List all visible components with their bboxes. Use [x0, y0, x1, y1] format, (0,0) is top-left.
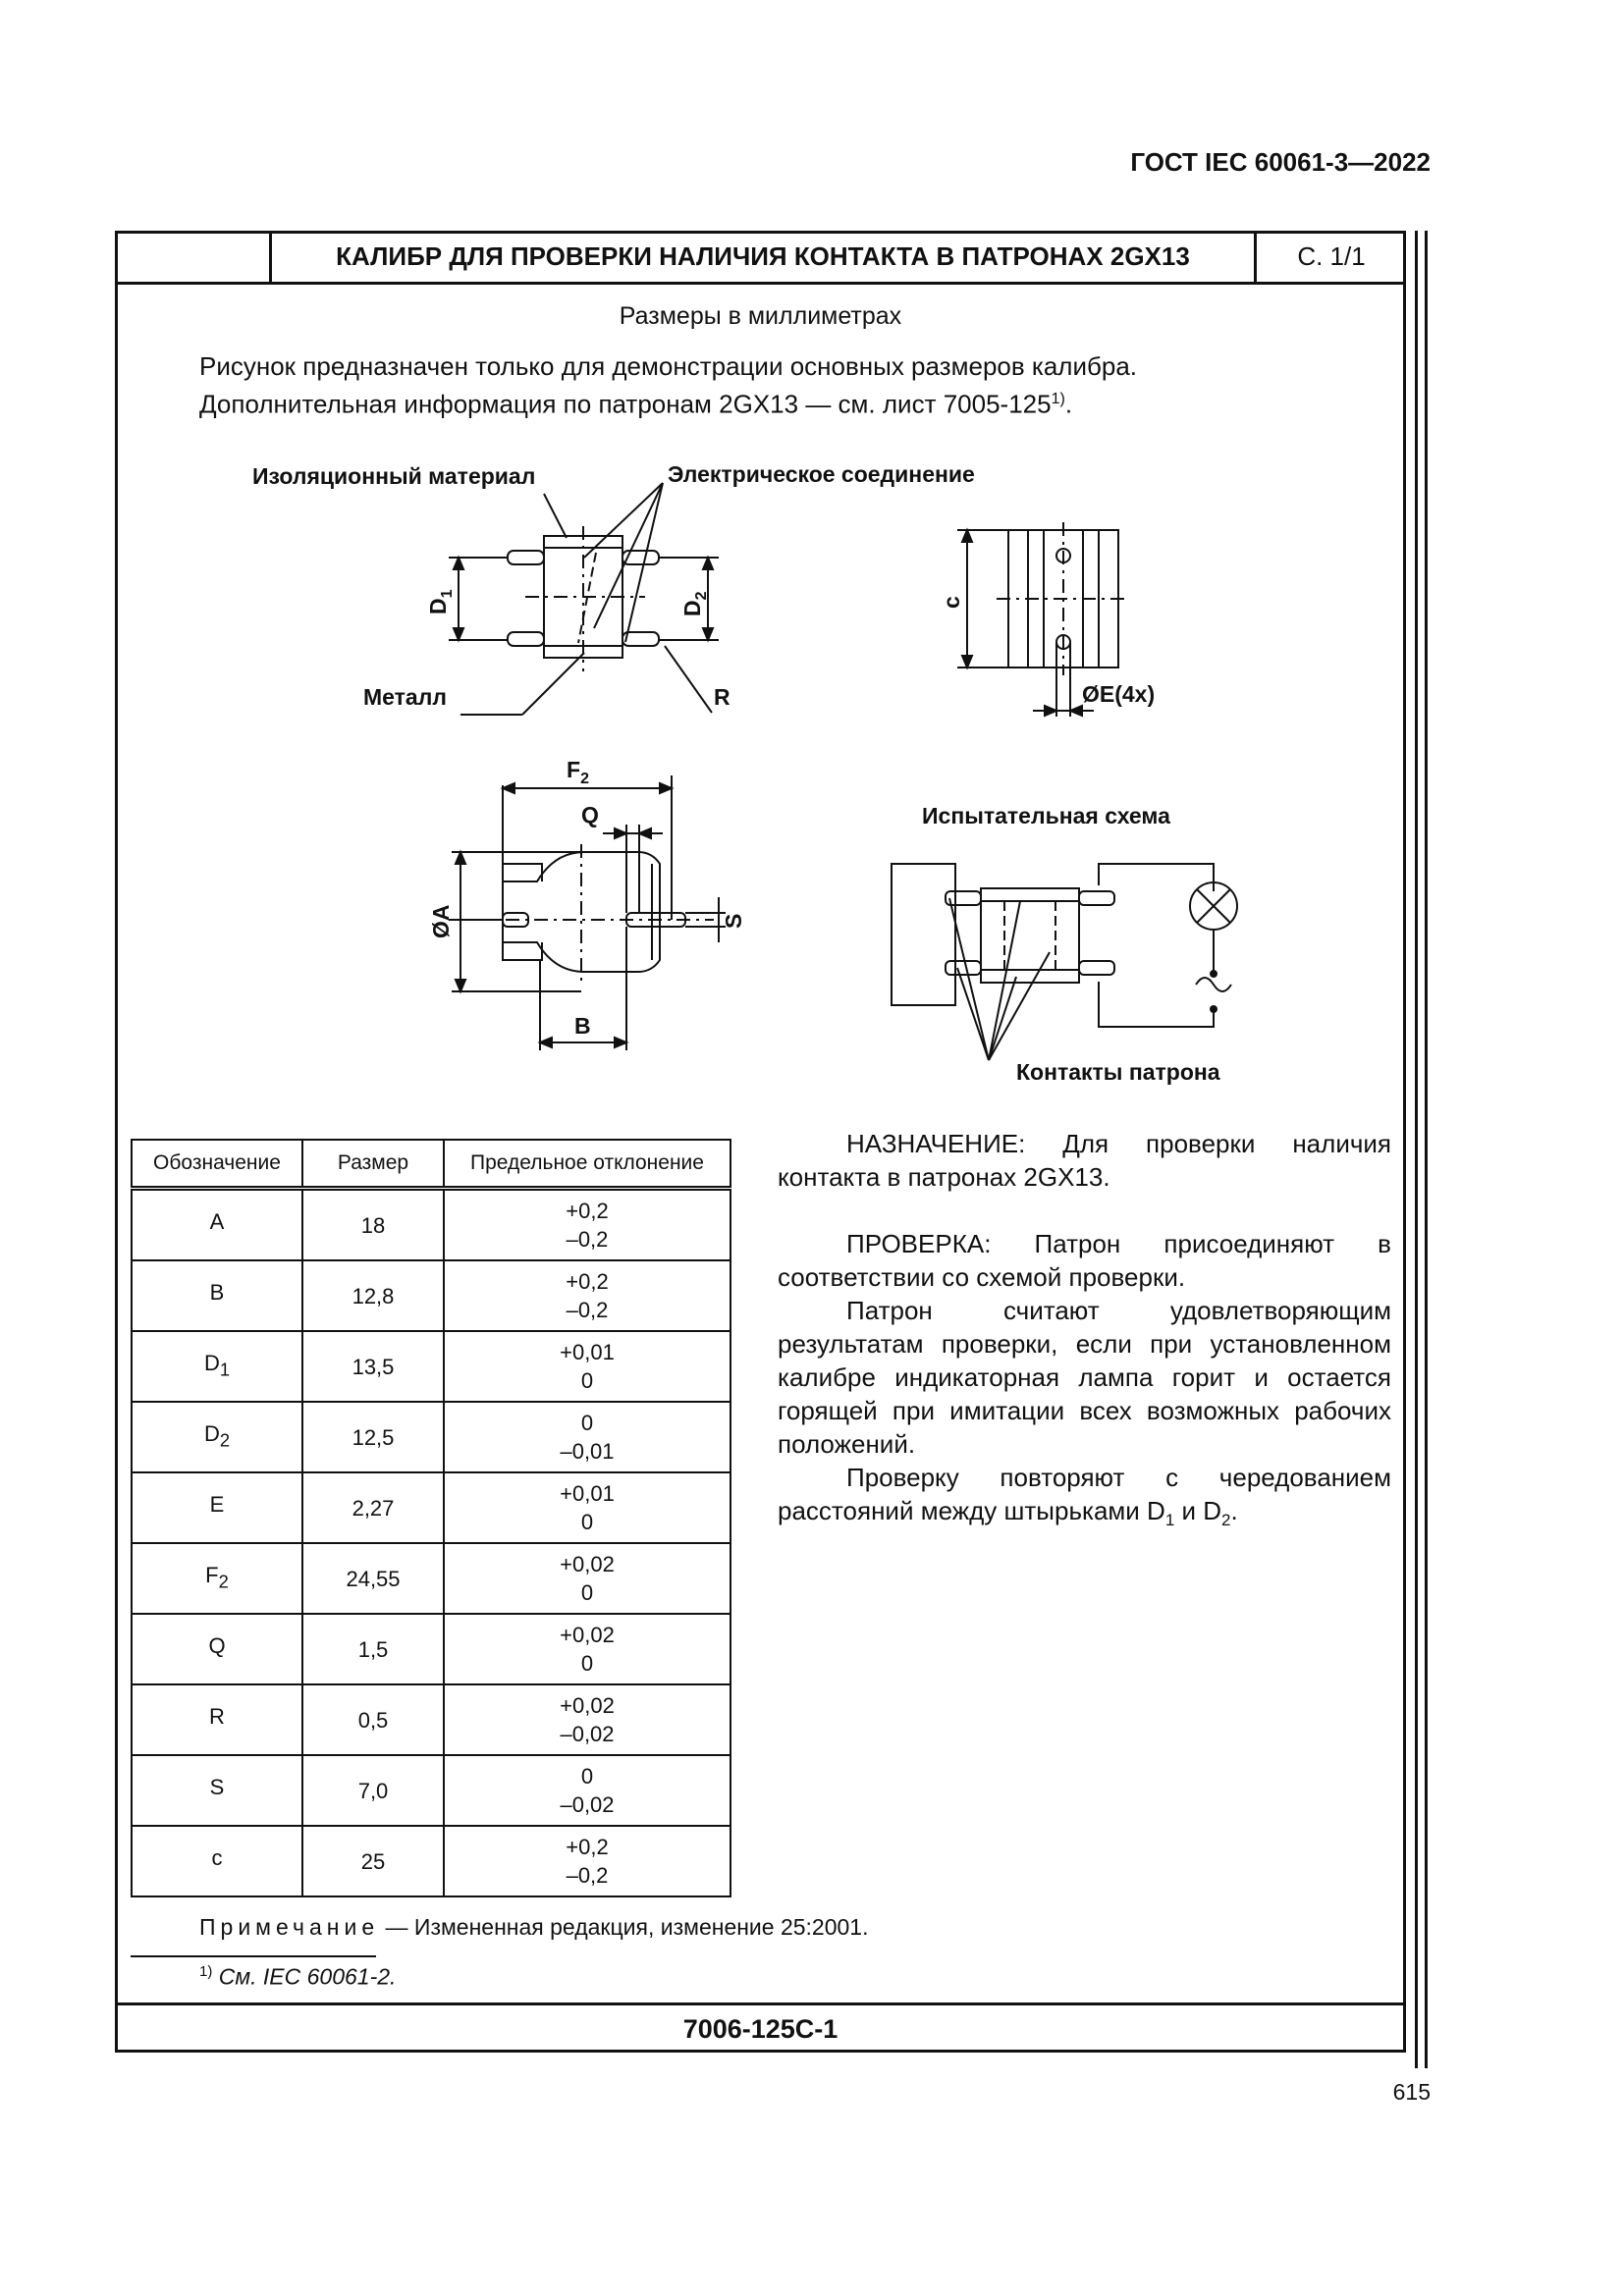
size-cell: 12,5: [302, 1402, 444, 1472]
radius-label: R: [714, 684, 730, 710]
table-row: [132, 1543, 730, 1614]
designation-cell: R: [132, 1684, 302, 1755]
size-cell: 25: [302, 1826, 444, 1896]
size-cell: 0,5: [302, 1684, 444, 1755]
tolerance-cell: +0,01 0: [444, 1331, 730, 1402]
sheet-id: 7006-125С-1: [682, 2014, 839, 2044]
designation-cell: c: [132, 1826, 302, 1896]
table-header-row: [132, 1140, 730, 1189]
tolerance-cell: +0,02 0: [444, 1614, 730, 1684]
size-cell: 18: [302, 1189, 444, 1261]
metal-label: Металл: [363, 684, 447, 710]
table-row: [132, 1614, 730, 1684]
check-paragraph: Патрон считают удовлетворяющим результатам проверки, если при установленном калибре индикаторная лампа горит и остается горящей при имитации всех возможных рабочих положений.: [778, 1296, 1391, 1459]
size-cell: 1,5: [302, 1614, 444, 1684]
d2-label: $D_2$: [679, 591, 710, 616]
table-row: [132, 1826, 730, 1896]
size-cell: 24,55: [302, 1543, 444, 1614]
table-row: [132, 1189, 730, 1261]
tolerance-cell: +0,02 0: [444, 1543, 730, 1614]
size-cell: 7,0: [302, 1755, 444, 1826]
s-label: S: [721, 913, 746, 929]
size-cell: 12,8: [302, 1260, 444, 1331]
dimensions-table: [131, 1139, 731, 1897]
test-scheme-label: Испытательная схема: [922, 803, 1170, 828]
designation-cell: A: [132, 1189, 302, 1261]
intro-line: Дополнительная информация по патронам 2GX13 — см. лист 7005-125$^{1)}$.: [199, 389, 1073, 419]
intro-text: [199, 349, 1137, 421]
designation-cell: $F_2$: [132, 1543, 302, 1614]
header-divider: [115, 282, 1406, 285]
intro-line: Рисунок предназначен только для демонстрации основных размеров калибра.: [199, 351, 1138, 381]
b-label: B: [574, 1013, 591, 1039]
designation-cell: B: [132, 1260, 302, 1331]
units-caption: Размеры в миллиметрах: [619, 302, 902, 330]
table-row: [132, 1402, 730, 1472]
standard-number: ГОСТ IEC 60061-3—2022: [1130, 147, 1431, 177]
column-header: Размер: [302, 1140, 444, 1189]
test-circuit-drawing: [892, 864, 1237, 1060]
table-row: [132, 1260, 730, 1331]
gauge-drawings: [115, 432, 1401, 1099]
holder-contacts-label: Контакты патрона: [1016, 1059, 1220, 1085]
footnote-ref: 1): [1051, 391, 1065, 407]
e4x-label: ØE(4x): [1082, 681, 1156, 707]
table-row: [132, 1331, 730, 1402]
tolerance-cell: +0,2 –0,2: [444, 1826, 730, 1896]
check-paragraph: ПРОВЕРКА: Патрон присоединяют в соответствии со схемой проверки.: [778, 1229, 1391, 1292]
note: Примечание — Измененная редакция, изменение 25:2001.: [199, 1914, 869, 1940]
electrical-connection-label: Электрическое соединение: [668, 461, 975, 487]
side-view-drawing: [449, 483, 719, 715]
column-header: Предельное отклонение: [444, 1140, 730, 1189]
tolerance-cell: 0 –0,01: [444, 1402, 730, 1472]
table-row: [132, 1472, 730, 1543]
footnote: $^{1)}$ См. IEC 60061-2.: [199, 1963, 397, 1990]
designation-cell: S: [132, 1755, 302, 1826]
c-label: c: [939, 596, 964, 609]
table-row: [132, 1755, 730, 1826]
tolerance-cell: 0 –0,02: [444, 1755, 730, 1826]
size-cell: 2,27: [302, 1472, 444, 1543]
diameter-a-label: ØA: [428, 904, 454, 938]
designation-cell: Q: [132, 1614, 302, 1684]
designation-cell: E: [132, 1472, 302, 1543]
frame-edge-line: [1425, 231, 1428, 2068]
designation-cell: $D_2$: [132, 1402, 302, 1472]
tolerance-cell: +0,2 –0,2: [444, 1260, 730, 1331]
sheet-title: КАЛИБР ДЛЯ ПРОВЕРКИ НАЛИЧИЯ КОНТАКТА В ПАТРОНАХ 2GX13: [336, 241, 1190, 271]
size-cell: 13,5: [302, 1331, 444, 1402]
column-header: Обозначение: [132, 1140, 302, 1189]
page-number: 615: [1392, 2079, 1431, 2105]
check-paragraph: Проверку повторяют с чередованием расстояний между штырьками $D_1$ и $D_2$.: [778, 1463, 1391, 1530]
frame-edge-line: [1415, 231, 1418, 2068]
q-label: Q: [581, 802, 599, 828]
tolerance-cell: +0,02 –0,02: [444, 1684, 730, 1755]
insulation-label: Изоляционный материал: [252, 463, 536, 489]
designation-cell: $D_1$: [132, 1331, 302, 1402]
table-row: [132, 1684, 730, 1755]
sheet-page: С. 1/1: [1297, 241, 1366, 271]
purpose-text: [778, 1127, 1391, 1537]
tolerance-cell: +0,01 0: [444, 1472, 730, 1543]
tolerance-cell: +0,2 –0,2: [444, 1189, 730, 1261]
footnote-divider: [131, 1955, 376, 1957]
f2-label: $F_2$: [567, 757, 589, 787]
purpose-paragraph: НАЗНАЧЕНИЕ: Для проверки наличия контакта в патронах 2GX13.: [778, 1129, 1391, 1192]
d1-label: $D_1$: [425, 589, 456, 614]
